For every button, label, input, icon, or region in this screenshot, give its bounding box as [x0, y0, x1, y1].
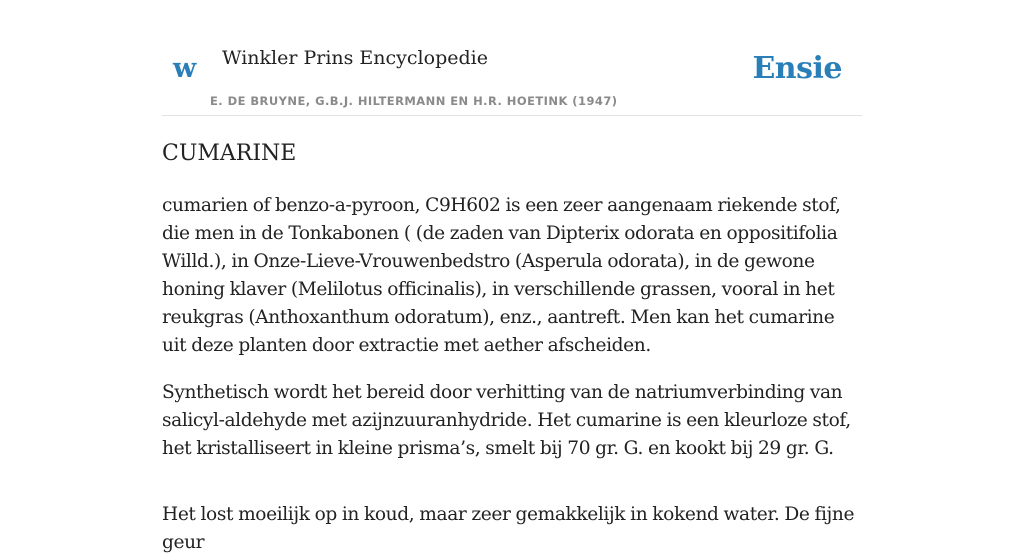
- logo-w-icon[interactable]: w: [173, 53, 197, 84]
- article-content: [162, 138, 862, 557]
- authors-line: E. DE BRUYNE, G.B.J. HILTERMANN EN H.R. HOETINK (1947): [210, 94, 618, 108]
- ensie-logo[interactable]: Ensie: [752, 51, 842, 86]
- header-divider: [162, 115, 862, 116]
- article-headword: CUMARINE: [162, 141, 297, 166]
- site-title[interactable]: Winkler Prins Encyclopedie: [222, 47, 488, 69]
- article-paragraph: cumarien of benzo-a-pyroon, C9H602 is een zeer aangenaam riekende stof, die men in de Tonkabonen ( (de zaden van Dipterix odorata en oppositifolia Willd.), in Onze-Lieve-Vrouwenbedstro (Asperula odorata), in de gewone honing klaver (Melilotus officinalis), in verschillende grassen, vooral in het reukgras (Anthoxanthum odoratum), enz., aantreft. Men kan het cumarine uit deze planten door extractie met aether afscheiden.: [162, 195, 841, 356]
- article-paragraph: Het lost moeilijk op in koud, maar zeer gemakkelijk in kokend water. De fijne geur: [162, 504, 855, 553]
- article-paragraph: Synthetisch wordt het bereid door verhitting van de natriumverbinding van salicyl-aldehyde met azijnzuuranhydride. Het cumarine is een kleurloze stof, het kristalliseert in kleine prisma’s, smelt bij 70 gr. G. en kookt bij 29 gr. G.: [162, 382, 851, 459]
